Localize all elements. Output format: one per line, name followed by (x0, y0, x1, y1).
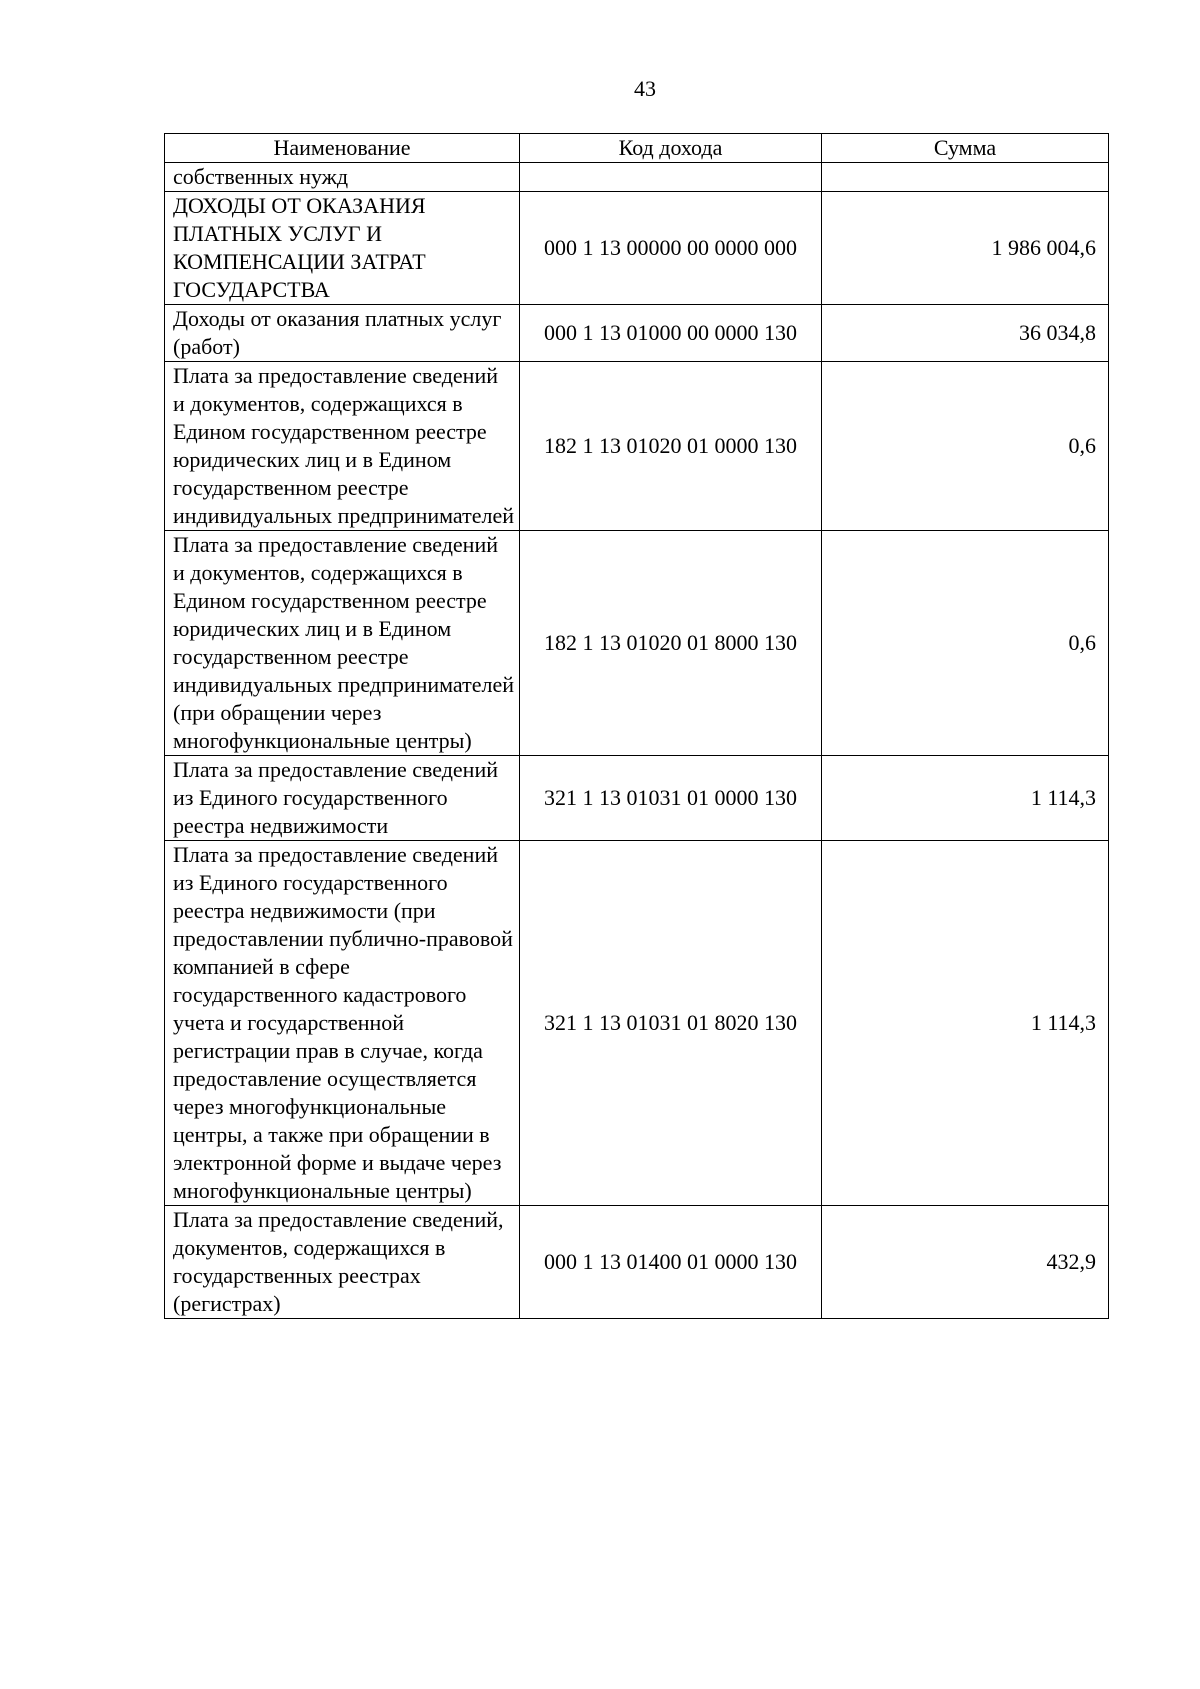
page-number: 43 (634, 76, 656, 101)
row-code: 182 1 13 01020 01 0000 130 (520, 362, 822, 531)
row-sum: 1 114,3 (822, 841, 1109, 1206)
row-name: Плата за предоставление сведений из Единого государственного реестра недвижимости (при предоставлении публично-правовой компанией в сфере государственного кадастрового учета и государственной регистрации прав в случае, когда предоставление осуществляется через многофункциональные центры, а также при обращении в электронной форме и выдаче через многофункциональные центры) (165, 841, 520, 1206)
row-sum: 1 114,3 (822, 756, 1109, 841)
table-header-row (165, 134, 1109, 163)
row-code: 182 1 13 01020 01 8000 130 (520, 531, 822, 756)
row-name: ДОХОДЫ ОТ ОКАЗАНИЯ ПЛАТНЫХ УСЛУГ И КОМПЕНСАЦИИ ЗАТРАТ ГОСУДАРСТВА (165, 192, 520, 305)
row-sum (822, 163, 1109, 192)
row-sum: 432,9 (822, 1206, 1109, 1319)
row-name: Плата за предоставление сведений, документов, содержащихся в государственных реестрах (регистрах) (165, 1206, 520, 1319)
row-name: Плата за предоставление сведений и документов, содержащихся в Едином государственном реестре юридических лиц и в Едином государственном реестре индивидуальных предпринимателей (165, 362, 520, 531)
row-sum: 0,6 (822, 362, 1109, 531)
table-row (165, 756, 1109, 841)
header-sum: Сумма (822, 134, 1109, 163)
row-name: Плата за предоставление сведений и документов, содержащихся в Едином государственном реестре юридических лиц и в Едином государственном реестре индивидуальных предпринимателей (при обращении через многофункциональные центры) (165, 531, 520, 756)
row-name: собственных нужд (165, 163, 520, 192)
row-name: Плата за предоставление сведений из Единого государственного реестра недвижимости (165, 756, 520, 841)
table-row (165, 192, 1109, 305)
table-row (165, 362, 1109, 531)
row-sum: 36 034,8 (822, 305, 1109, 362)
row-sum: 0,6 (822, 531, 1109, 756)
table-row (165, 163, 1109, 192)
header-code: Код дохода (520, 134, 822, 163)
row-code: 000 1 13 01400 01 0000 130 (520, 1206, 822, 1319)
row-code: 321 1 13 01031 01 8020 130 (520, 841, 822, 1206)
table-row (165, 531, 1109, 756)
row-code: 000 1 13 00000 00 0000 000 (520, 192, 822, 305)
row-code: 321 1 13 01031 01 0000 130 (520, 756, 822, 841)
table-row (165, 841, 1109, 1206)
revenue-table (164, 133, 1109, 1319)
table-row (165, 305, 1109, 362)
row-code (520, 163, 822, 192)
row-code: 000 1 13 01000 00 0000 130 (520, 305, 822, 362)
header-name: Наименование (165, 134, 520, 163)
table-row (165, 1206, 1109, 1319)
row-sum: 1 986 004,6 (822, 192, 1109, 305)
row-name: Доходы от оказания платных услуг (работ) (165, 305, 520, 362)
